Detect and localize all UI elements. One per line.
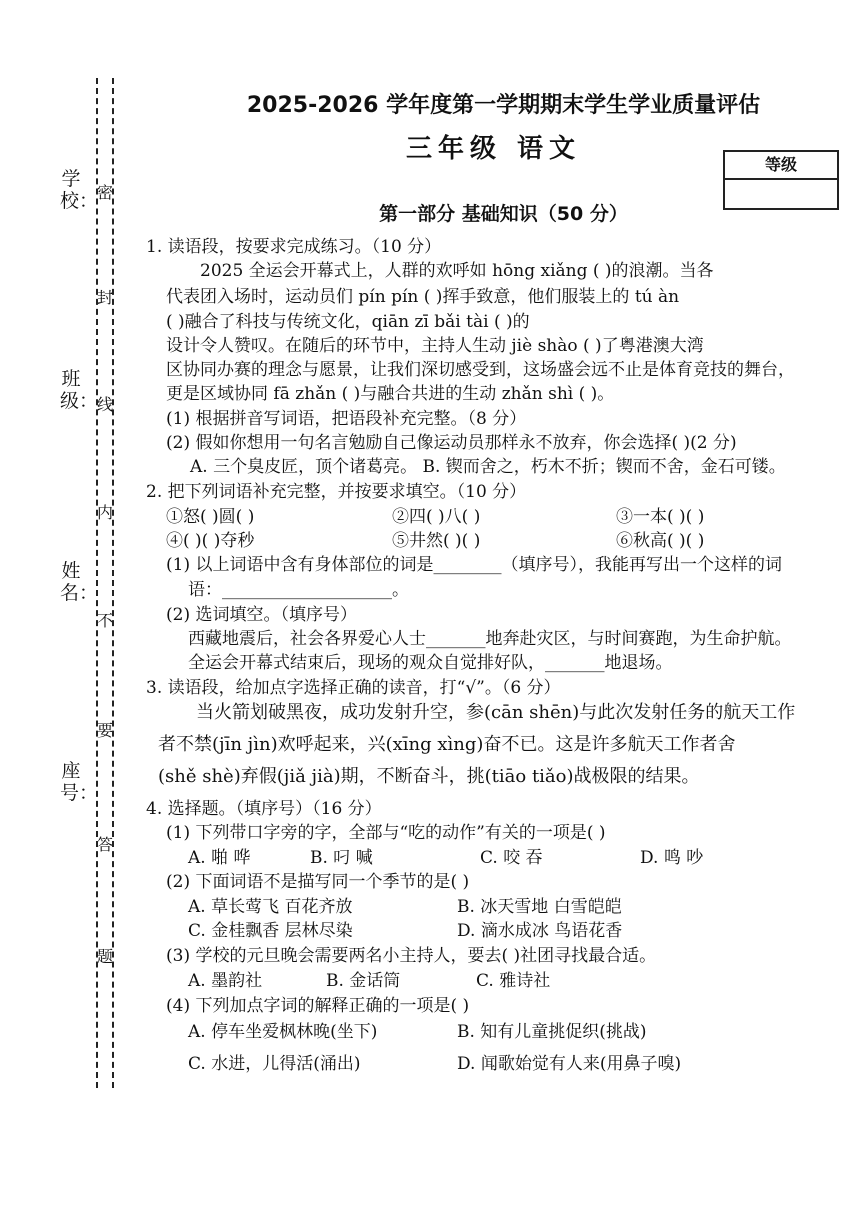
q4-option: C. 雅诗社: [476, 971, 551, 991]
grade-label: 等级: [725, 152, 837, 180]
seal-char: 内: [96, 503, 113, 522]
q2-item: ②四( )八( ): [392, 507, 481, 527]
q1-title: 1. 读语段，按要求完成练习。（10 分）: [146, 237, 442, 257]
seal-char: 答: [96, 835, 113, 854]
q4-title: 4. 选择题。（填序号）（16 分）: [146, 799, 382, 819]
q4-question: (3) 学校的元旦晚会需要两名小主持人，要去( )社团寻找最合适。: [166, 946, 657, 966]
q2-sub1-answer: 语：____________________。: [188, 580, 409, 600]
q1-line: 设计令人赞叹。在随后的环节中，主持人生动 jiè shào ( )了粤港澳大湾: [166, 336, 704, 356]
exam-title: 2025-2026 学年度第一学期期末学生学业质量评估: [246, 93, 761, 118]
seat-label: 座号：: [60, 760, 99, 804]
q2-item: ③一本( )( ): [616, 507, 705, 527]
q2-item: ④( )( )夺秒: [166, 531, 255, 551]
subject-title: 三年级 语文: [405, 134, 582, 164]
q2-sub2: (2) 选词填空。（填序号）: [166, 605, 357, 625]
q1-line: 区协同办赛的理念与愿景，让我们深切感受到，这场盛会远不止是体育竞技的舞台，: [166, 360, 795, 380]
q2-title: 2. 把下列词语补充完整，并按要求填空。（10 分）: [146, 482, 527, 502]
q4-option: C. 咬 吞: [480, 848, 543, 868]
seal-char: 线: [96, 395, 113, 414]
q4-option: C. 金桂飘香 层林尽染: [188, 921, 353, 941]
q4-option: A. 啪 哗: [188, 848, 251, 868]
q4-option: B. 叼 喊: [310, 848, 373, 868]
q4-option: B. 知有儿童挑促织(挑战): [457, 1022, 647, 1042]
seal-char: 封: [96, 288, 113, 307]
name-label: 姓名：: [60, 560, 99, 604]
q4-question: (1) 下列带口字旁的字，全部与“吃的动作”有关的一项是( ): [166, 823, 606, 843]
q1-options: A. 三个臭皮匠，顶个诸葛亮。 B. 锲而舍之，朽木不折；锲而不舍，金石可镂。: [190, 457, 786, 477]
q2-sentence: 全运会开幕式结束后，现场的观众自觉排好队，_______地退场。: [188, 653, 673, 673]
q4-question: (2) 下面词语不是描写同一个季节的是( ): [166, 872, 470, 892]
q2-item: ⑥秋高( )( ): [616, 531, 705, 551]
q2-item: ⑤井然( )( ): [392, 531, 481, 551]
school-label: 学校：: [60, 168, 99, 212]
q3-line: (shě shè)弃假(jiǎ jià)期，不断奋斗，挑(tiāo tiǎo)战极限的结果。: [158, 766, 700, 787]
binding-line-inner: [112, 78, 114, 1088]
q1-sub2: (2) 假如你想用一句名言勉励自己像运动员那样永不放弃，你会选择( )(2 分): [166, 433, 737, 453]
q3-line: 当火箭划破黑夜，成功发射升空，参(cān shēn)与此次发射任务的航天工作: [196, 702, 796, 723]
q4-option: D. 鸣 吵: [640, 848, 704, 868]
seal-char: 不: [96, 611, 113, 630]
q2-sentence: 西藏地震后，社会各界爱心人士_______地奔赴灾区，与时间赛跑，为生命护航。: [188, 629, 792, 649]
q4-question: (4) 下列加点字词的解释正确的一项是( ): [166, 996, 470, 1016]
seal-char: 密: [96, 183, 113, 202]
q3-title: 3. 读语段，给加点字选择正确的读音，打“√”。（6 分）: [146, 678, 561, 698]
seal-char: 题: [96, 947, 113, 966]
seal-char: 要: [96, 721, 113, 740]
q2-item: ①怒( )圆( ): [166, 507, 255, 527]
q4-option: A. 草长莺飞 百花齐放: [188, 897, 353, 917]
q2-sub1: (1) 以上词语中含有身体部位的词是________（填序号），我能再写出一个这样的词: [166, 555, 782, 575]
q1-line: 代表团入场时，运动员们 pín pín ( )挥手致意，他们服装上的 tú àn: [166, 287, 680, 307]
q4-option: A. 墨韵社: [188, 971, 263, 991]
q1-line: ( )融合了科技与传统文化，qiān zī bǎi tài ( )的: [166, 312, 530, 332]
part-title: 第一部分 基础知识（50 分）: [379, 203, 628, 225]
q4-option: D. 滴水成冰 鸟语花香: [457, 921, 623, 941]
q3-line: 者不禁(jīn jìn)欢呼起来，兴(xīng xìng)奋不已。这是许多航天工作者舍: [158, 734, 736, 755]
q1-line: 更是区域协同 fā zhǎn ( )与融合共进的生动 zhǎn shì ( )。: [166, 384, 615, 404]
q4-option: A. 停车坐爱枫林晚(坐下): [188, 1022, 378, 1042]
q4-option: D. 闻歌始觉有人来(用鼻子嗅): [457, 1054, 682, 1074]
q4-option: C. 水进，儿得活(涌出): [188, 1054, 361, 1074]
class-label: 班级：: [60, 368, 99, 412]
q1-sub1: (1) 根据拼音写词语，把语段补充完整。（8 分）: [166, 409, 527, 429]
q1-line: 2025 全运会开幕式上，人群的欢呼如 hōng xiǎng ( )的浪潮。当各: [200, 261, 714, 281]
q4-option: B. 金话筒: [326, 971, 401, 991]
q4-option: B. 冰天雪地 白雪皑皑: [457, 897, 622, 917]
